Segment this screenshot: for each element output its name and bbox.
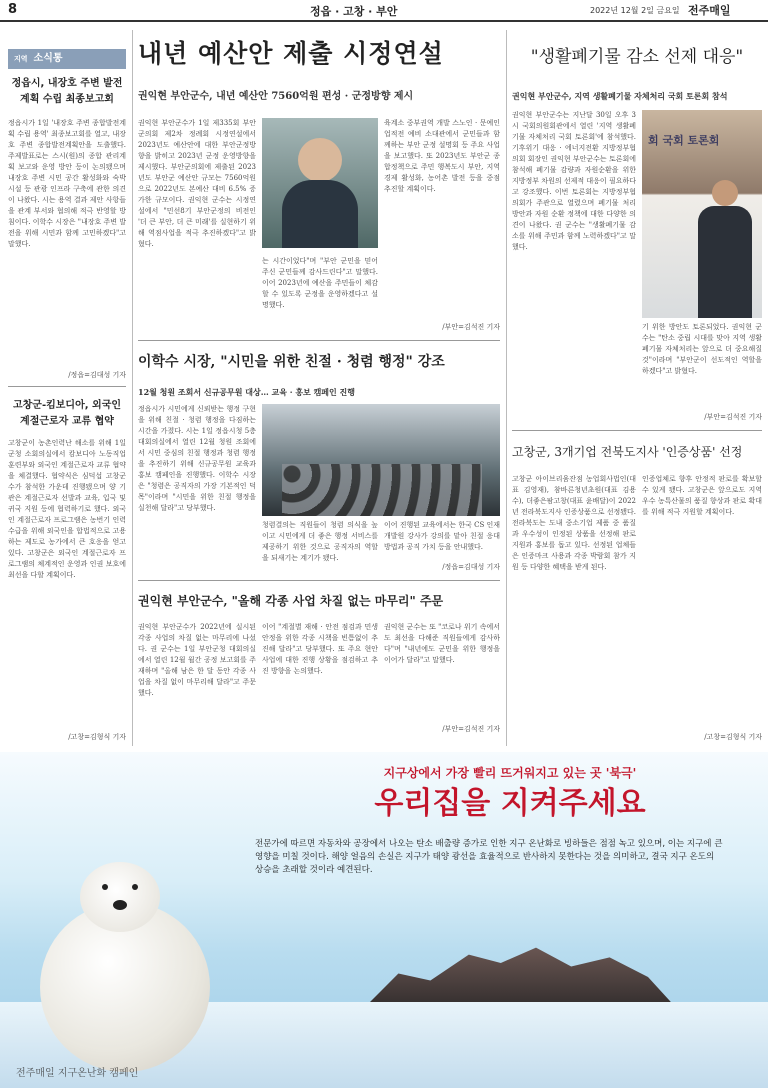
main-subhead: 권익현 부안군수, 내년 예산안 7560억원 편성 · 군정방향 제시 xyxy=(138,91,414,102)
polar-bear-icon xyxy=(10,862,220,1088)
column-rule xyxy=(506,30,507,746)
right-byline: /부안=김석진 기자 xyxy=(704,413,762,421)
article3-body3: 권익현 군수는 또 "코로나 위기 속에서도 최선을 다해준 직원들에게 감사하다"며 "내년에도 군민을 위한 행정을 이어가 달라"고 말했다. xyxy=(384,623,500,664)
divider xyxy=(512,430,762,431)
article2-body: 정읍시가 시민에게 신뢰받는 행정 구현을 위해 친절 · 청렴 행정을 다짐하는 시간을 가졌다. 시는 1일 정읍시청 5층 대회의실에서 열린 12월 청원 조회에서 시민 중심의 친절 행정과 청렴 행정을 추진하기 위해 신규공무원 교육과 홍보 캠페인을 진행했다. 이학수 시장은 "청렴은 공직자의 가장 기본적인 덕목"이라며 "시민을 위한 친절 행정을 실천해 달라"고 당부했다. xyxy=(138,405,256,512)
speaker-head-icon xyxy=(712,180,738,206)
divider xyxy=(138,340,500,341)
banner-text: 회 국회 토론회 xyxy=(648,134,720,147)
sidebar-item1-byline: /정읍=김대성 기자 xyxy=(68,371,126,379)
audience-shape xyxy=(282,464,482,516)
sidebar-label xyxy=(8,49,126,69)
ad-main: 우리집을 지켜주세요 xyxy=(374,786,646,821)
page-number: 8 xyxy=(8,2,18,17)
article3-title[interactable]: 권익현 부안군수, "올해 각종 사업 차질 없는 마무리" 주문 xyxy=(138,594,444,608)
person-head-icon xyxy=(298,138,342,182)
divider xyxy=(138,580,500,581)
sidebar-item2-title[interactable]: 고창군-킴보디아, 외국인 계절근로자 교류 협약 xyxy=(12,400,122,427)
section-title: 정읍 · 고창 · 부안 xyxy=(310,5,398,18)
main-body-col3: 육계소 중부권역 개발 스노인 · 문예인 업적전 예비 소대관에서 군민들과 함께하는 부안 군정 설명회 등 주요 사업을 보고했다. 또 2023년도 부안군 종합정책으로 주민 행복도시 부안, 지역 경제 활성화, 농어촌 발전 등을 중점 추진할 계획이다. xyxy=(384,119,500,193)
newspaper-brand: 전주매일 xyxy=(688,4,731,17)
right-sub: 권익현 부안군수, 지역 생활폐기물 자체처리 국회 토론회 참석 xyxy=(512,91,728,101)
article4-body2: 인증업체로 향후 안정적 판로를 확보할 수 있게 됐다. 고창군은 앞으로도 지역 우수 농특산물의 품질 향상과 판로 확대를 위해 적극 지원할 계획이다. xyxy=(642,475,762,516)
bear-eye-icon xyxy=(102,884,108,890)
sidebar-item2-byline: /고창=김형식 기자 xyxy=(68,733,126,741)
bear-head xyxy=(80,862,160,932)
main-photo xyxy=(262,118,378,248)
speaker-body-icon xyxy=(698,206,752,318)
article2-photo xyxy=(262,404,500,516)
page-header xyxy=(0,0,768,22)
article3-byline: /부안=김석진 기자 xyxy=(442,725,500,733)
sidebar-item1-body: 정읍시가 1일 '내장호 주변 종합발전계획 수립 용역' 최종보고회를 열고, 내장호 주변 종합발전계획안을 도출했다. 주제발표로는 스시(원)의 종합 관리계획 보고와 운영 방안 등이 논의됐으며 내장호 주변 시민 공간 활성화와 숙박 시설 등 관광 인프라 구축에 관한 의견이 나왔다. 시는 용역 결과 제안 사항들을 관계 부서와 협의해 적극 반영할 방침이다. 이학수 시장은 "내장호 주변 발전을 위해 시민과 함께 고민하겠다"고 말했다. xyxy=(8,119,126,248)
ad-body: 전문가에 따르면 자동차와 공장에서 나오는 탄소 배출량 증가로 인한 지구 온난화로 빙하들은 점점 녹고 있으며, 이는 지구에 큰 영향을 미칠 것이다. 해양 얼음의 손실은 지구가 태양 광선을 효율적으로 반사하지 못한다는 것을 의미하고, 결국 지구 온도의 상승을 초래할 것이라 예견된다. xyxy=(255,839,723,875)
article2-body3: 이어 진행된 교육에서는 한국 CS 인재개발원 강사가 강의를 맡아 친절 응대 방법과 공직 가치 등을 안내했다. xyxy=(384,521,500,551)
ad-footer: 전주매일 지구온난화 캠페인 xyxy=(16,1068,139,1079)
article4-title[interactable]: 고창군, 3개기업 전북도지사 '인증상품' 선정 xyxy=(512,445,743,459)
article2-body2: 청렴결의는 직원들이 청렴 의식을 높이고 시민에게 더 좋은 행정 서비스를 제공하기 위한 것으로 공직자의 역할을 되새기는 계기가 됐다. xyxy=(262,521,378,562)
main-byline: /부안=김석진 기자 xyxy=(442,323,500,331)
article2-sub: 12월 청원 조회서 신규공무원 대상… 교육 · 홍보 캠페인 진행 xyxy=(138,387,355,397)
sidebar-divider xyxy=(8,386,126,387)
article3-body: 권익현 부안군수가 2022년에 실시된 각종 사업의 차질 없는 마무리에 나섰다. 권 군수는 1일 부안군청 대회의실에서 열린 12월 월간 공정 보고회를 주재하며 "올해 남은 한 달 동안 각종 사업을 차질 없이 마무리해 달라"고 주문했다. xyxy=(138,623,256,697)
article2-byline: /정읍=김대성 기자 xyxy=(442,563,500,571)
main-body-col2: 는 시간이었다"며 "부안 군민을 믿어 주신 군민들께 감사드린다"고 말했다. 이어 2023년에 예산을 주민들이 체감할 수 있도록 군정을 운영하겠다고 설명했다. xyxy=(262,257,378,309)
article4-byline: /고창=김형식 기자 xyxy=(704,733,762,741)
main-body-col1: 권익현 부안군수가 1일 제335회 부안군의회 제2차 정례회 시정연설에서 2023년도 예산안에 대한 부안군정방향을 밝히고 2023년 군정 운영방향을 제시했다. 부안군의회에 제출된 2023년도 부안군 예산안 규모는 7560억원으로 2022년도 본예산 대비 6.5% 증가한 규모이다. 권익현 군수는 시정연설에서 "민선8기 부안군정의 비전인 '더 큰 부안, 더 큰 미래'를 실현하기 위해 역점사업을 적극 추진하겠다"고 밝혔다. xyxy=(138,119,256,248)
sidebar-tag: 지역 xyxy=(14,55,28,63)
right-body: 권익현 부안군수는 지난달 30일 오후 3시 국회의원회관에서 열린 '지역 생활폐기물 자체처리 국회 토론회'에 참석했다. 기후위기 대응 · 에너지전환 지방정부협의회 회장인 권익현 부안군수는 토론회에 참석해 폐기물 감량과 자원순환을 위한 지방정부 차원의 선제적 대응이 필요하다고 강조했다. 이번 토론회는 지방정부협의회가 주관으로 열렸으며 폐기물 처리 방안과 자원 순환 정책에 대한 다양한 의견이 나왔다. 권 군수는 "생활폐기물 감소를 위해 주민과 함께 노력하겠다"고 말했다. xyxy=(512,111,636,251)
right-body2: 기 위한 방안도 토론되었다. 권익현 군수는 "탄소 중립 시대를 맞아 지역 생활폐기물 자체처리는 앞으로 더 중요해질 것"이라며 "부안군이 선도적인 역할을 하겠다"고 밝혔다. xyxy=(642,323,762,375)
ad-line1: 지구상에서 가장 빨리 뜨거워지고 있는 곳 '북극' xyxy=(383,766,637,780)
article2-title[interactable]: 이학수 시장, "시민을 위한 친절 · 청렴 행정" 강조 xyxy=(138,354,445,370)
sidebar-label-text: 소식통 xyxy=(33,53,63,64)
issue-date: 2022년 12월 2일 금요일 xyxy=(590,6,680,15)
article3-body2: 이어 "계절별 재해 · 안전 점검과 민생 안정을 위한 각종 시책을 빈틈없이 추진해 달라"고 당부했다. 또 주요 현안 사업에 대한 진행 상황을 점검하고 추진 방향을 논의했다. xyxy=(262,623,378,675)
right-title[interactable]: "생활폐기물 감소 선제 대응" xyxy=(530,47,744,67)
person-body-icon xyxy=(282,180,358,248)
climate-ad[interactable] xyxy=(0,752,768,1088)
bear-eye-icon xyxy=(132,884,138,890)
article4-body: 고창군 아이브리움잔점 농업회사법인(대표 김영재), 참바른청년초원(대표 김용수), 더좋은팜고창(대표 윤배달)이 2022년 전라북도지사 인증상품으로 선정됐다. 전라북도는 도내 중소기업 제품 중 품질과 우수성이 인정된 상품을 선정해 판로 지원과 홍보를 돕고 있다. 선정된 업체들은 인증마크 사용과 각종 박람회 참가 지원 등 다양한 혜택을 받게 된다. xyxy=(512,475,636,571)
column-rule xyxy=(132,30,133,746)
main-headline[interactable]: 내년 예산안 제출 시정연설 xyxy=(138,39,444,68)
sidebar-item1-title[interactable]: 정읍시, 내장호 주변 발전 계획 수립 최종보고회 xyxy=(11,78,123,105)
sidebar-item2-body: 고창군이 농촌인력난 해소를 위해 1일 군청 소회의실에서 캄보디아 노동직업훈련부와 외국인 계절근로자 교류 협약을 체결했다. 협약식은 심덕섭 고창군수가 참석한 가운데 진행됐으며 양 기관은 계절근로자 선발과 교육, 입국 및 귀국 지원 등에 협력하기로 했다. 외국인 계절근로자 프로그램은 농번기 인력 수급을 위해 외국인을 합법적으로 고용하는 제도로 농가에서 큰 호응을 얻고 있다. 고창군은 외국인 계절근로자 프로그램의 체계적인 운영과 인권 보호에 최선을 다할 계획이다. xyxy=(8,439,126,579)
right-photo xyxy=(642,110,762,318)
bear-nose-icon xyxy=(113,900,127,910)
